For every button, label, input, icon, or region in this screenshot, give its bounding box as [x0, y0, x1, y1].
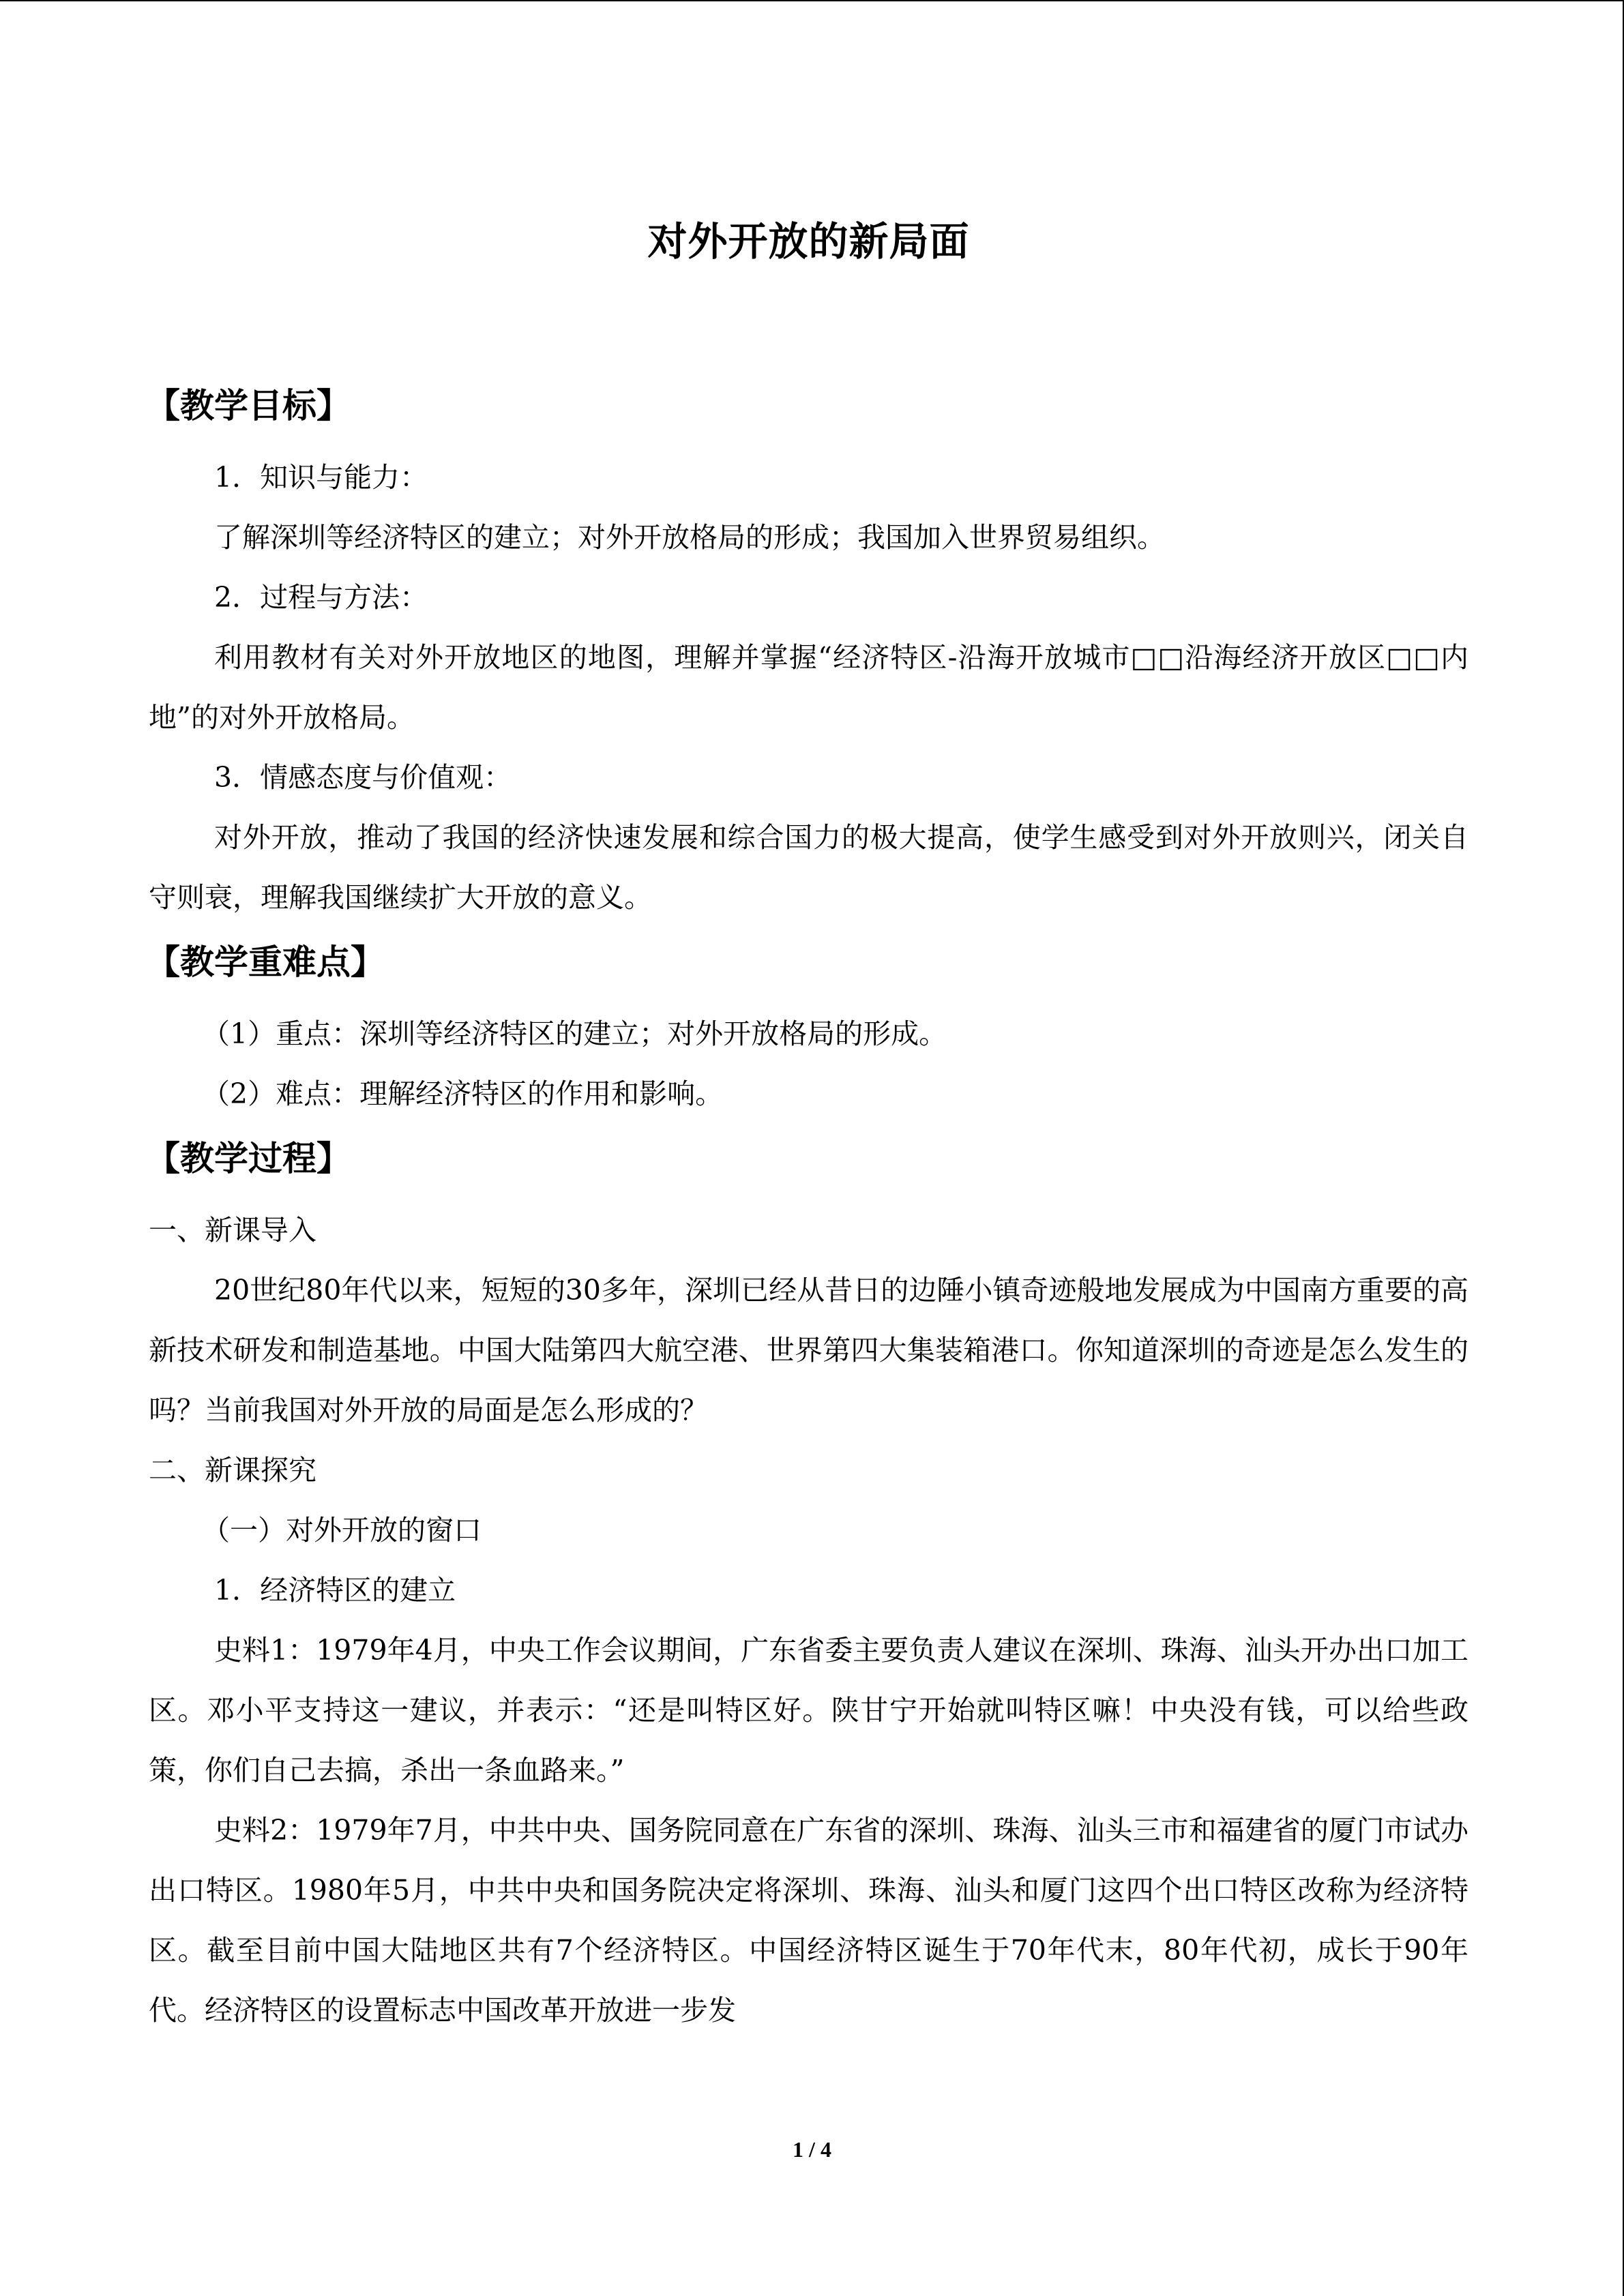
step1-text: 20世纪80年代以来，短短的30多年，深圳已经从昔日的边陲小镇奇迹般地发展成为中国南方重要的高新技术研发和制造基地。中国大陆第四大航空港、世界第四大集装箱港口。你知道深圳的奇迹是怎么发生的吗？当前我国对外开放的局面是怎么形成的？: [149, 1274, 1468, 1427]
document-body: [146, 214, 1468, 2040]
historical-material-1: 史料1：1979年4月，中央工作会议期间，广东省委主要负责人建议在深圳、珠海、汕头开办出口加工区。邓小平支持这一建议，并表示：“还是叫特区好。陕甘宁开始就叫特区嘛！中央没有钱，可以给些政策，你们自己去搞，杀出一条血路来。”: [149, 1634, 1468, 1787]
teaching-process-heading: 【教学过程】: [146, 1139, 351, 1178]
key-points-heading: 【教学重难点】: [146, 942, 385, 982]
goal3-label: 3．情感态度与价值观：: [214, 761, 512, 794]
historical-material-2: 史料2：1979年7月，中共中央、国务院同意在广东省的深圳、珠海、汕头三市和福建省的厦门市试办出口特区。1980年5月，中共中央和国务院决定将深圳、珠海、汕头和厦门这四个出口特区改称为经济特区。截至目前中国大陆地区共有7个经济特区。中国经济特区诞生于70年代末，80年代初，成长于90年代。经济特区的设置标志中国改革开放进一步发: [149, 1814, 1468, 2027]
step1-heading: 一、新课导入: [149, 1214, 316, 1247]
goal2-label: 2．过程与方法：: [214, 581, 428, 614]
goal1-text: 了解深圳等经济特区的建立；对外开放格局的形成；我国加入世界贸易组织。: [214, 521, 1165, 554]
goal2-text: 利用教材有关对外开放地区的地图，理解并掌握“经济特区-沿海开放城市□□沿海经济开放区□□内地”的对外开放格局。: [149, 641, 1468, 734]
teaching-goals-heading: 【教学目标】: [146, 386, 351, 426]
goal1-label: 1．知识与能力：: [214, 461, 428, 494]
key-point: （1）重点：深圳等经济特区的建立；对外开放格局的形成。: [202, 1017, 947, 1050]
step2-heading: 二、新课探究: [149, 1454, 316, 1487]
page-number: 1 / 4: [793, 2137, 831, 2162]
difficult-point: （2）难点：理解经济特区的作用和影响。: [202, 1077, 724, 1110]
goal3-text: 对外开放，推动了我国的经济快速发展和综合国力的极大提高，使学生感受到对外开放则兴，闭关自守则衰，理解我国继续扩大开放的意义。: [149, 821, 1468, 914]
subsection1-heading: （一）对外开放的窗口: [202, 1514, 482, 1547]
subsection1-item1: 1．经济特区的建立: [214, 1574, 456, 1607]
document-title: 对外开放的新局面: [647, 218, 970, 265]
